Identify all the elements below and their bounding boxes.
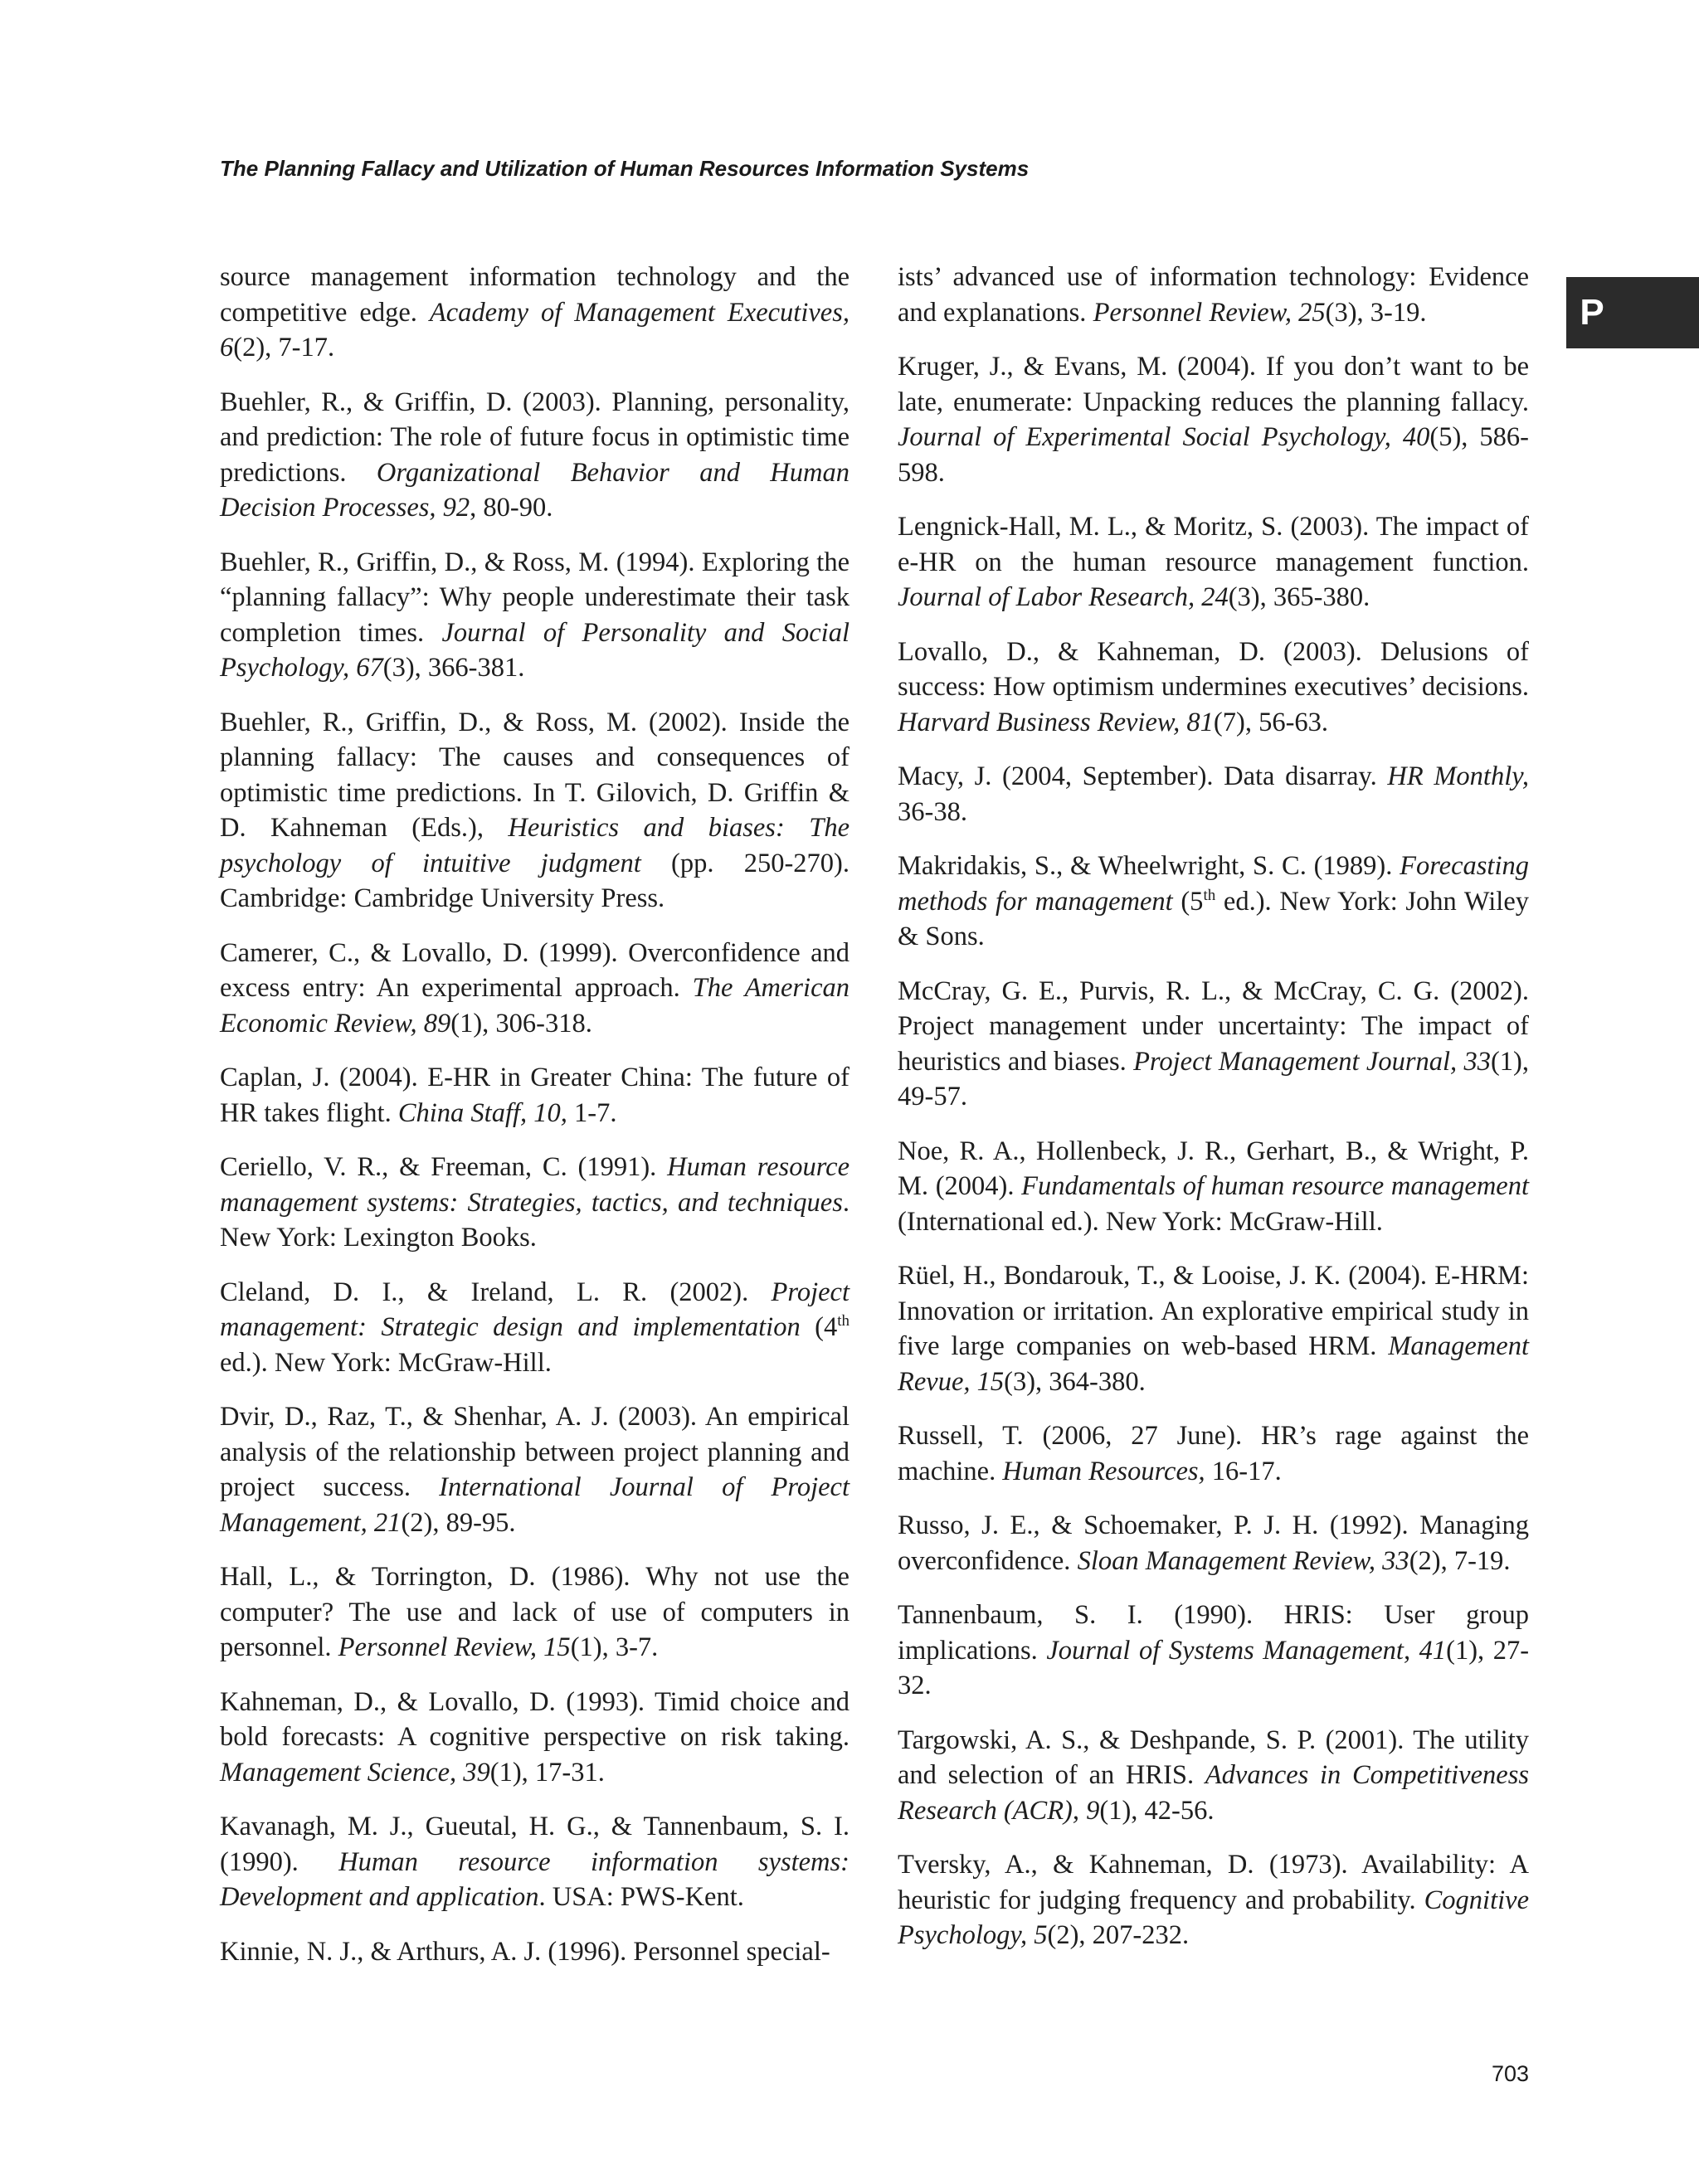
reference-entry: [898, 1134, 1529, 1240]
reference-text: Camerer, C., & Lovallo, D. (1999). Overconfidence and excess entry: An experimental approach.: [220, 937, 850, 1003]
reference-text: Makridakis, S., & Wheelwright, S. C. (1989).: [898, 851, 1400, 881]
reference-entry: [898, 1598, 1529, 1704]
reference-text: ed.). New York: John Wiley & Sons.: [898, 886, 1529, 951]
reference-text: . USA: PWS-Kent.: [538, 1882, 744, 1912]
reference-text: (3), 365-380.: [1228, 582, 1370, 612]
reference-source-italic: Project Management Journal, 33: [1133, 1046, 1491, 1077]
reference-text: (International ed.). New York: McGraw-Hill.: [898, 1206, 1383, 1237]
reference-source-italic: Journal of Experimental Social Psychology, 40: [898, 422, 1430, 452]
reference-entry: [898, 509, 1529, 615]
reference-text: (pp. 250-270). Cambridge: Cambridge University Press.: [220, 848, 850, 913]
reference-text: (3), 3-19.: [1325, 297, 1427, 328]
reference-source-italic: Management Revue, 15: [898, 1331, 1529, 1397]
reference-source-italic: Journal of Systems Management, 41: [1046, 1635, 1447, 1666]
reference-text: (5: [1172, 886, 1204, 917]
reference-entry: [898, 1723, 1529, 1829]
reference-source-italic: Forecasting methods for management: [898, 851, 1529, 917]
reference-entry: [220, 385, 850, 526]
reference-entry: [220, 705, 850, 917]
reference-source-italic: Heuristics and biases: The psychology of intuitive judgment: [220, 813, 850, 878]
reference-text: 36-38.: [898, 796, 967, 827]
reference-entry: [220, 1150, 850, 1256]
reference-entry: [220, 1399, 850, 1540]
reference-entry: [898, 1847, 1529, 1953]
reference-entry: [898, 349, 1529, 490]
reference-entry: [220, 1685, 850, 1791]
reference-entry: [898, 635, 1529, 741]
reference-text: ed.). New York: McGraw-Hill.: [220, 1347, 552, 1378]
reference-text: Kruger, J., & Evans, M. (2004). If you don’t want to be late, enumerate: Unpacking reduces the planning fallacy.: [898, 352, 1529, 417]
reference-text: Tversky, A., & Kahneman, D. (1973). Availability: A heuristic for judging frequency and probability.: [898, 1850, 1529, 1915]
reference-text: (3), 366-381.: [382, 653, 525, 683]
reference-source-italic: Cognitive Psychology, 5: [898, 1885, 1529, 1950]
reference-source-italic: International Journal of Project Management, 21: [220, 1472, 850, 1538]
reference-text: Rüel, H., Bondarouk, T., & Looise, J. K. (2004). E-HRM: Innovation or irritation. An explorative empirical study in five large companies on web-based HRM.: [898, 1261, 1529, 1361]
reference-source-italic: Human Resources,: [1002, 1456, 1205, 1486]
reference-source-italic: Organizational Behavior and Human Decision Processes, 92: [220, 457, 850, 523]
reference-text: Lovallo, D., & Kahneman, D. (2003). Delusions of success: How optimism undermines executives’ decisions.: [898, 636, 1529, 702]
thumb-tab-letter: P: [1580, 292, 1604, 333]
reference-source-italic: China Staff, 10,: [397, 1097, 567, 1128]
reference-entry: [220, 1559, 850, 1666]
reference-text: Russell, T. (2006, 27 June). HR’s rage against the machine.: [898, 1421, 1529, 1486]
reference-text: Targowski, A. S., & Deshpande, S. P. (2001). The utility and selection of an HRIS.: [898, 1724, 1529, 1790]
reference-text: Noe, R. A., Hollenbeck, J. R., Gerhart, B., & Wright, P. M. (2004).: [898, 1136, 1529, 1201]
reference-entry: [220, 545, 850, 686]
reference-source-italic: Personnel Review, 25: [1093, 297, 1326, 328]
reference-text: Kahneman, D., & Lovallo, D. (1993). Timid choice and bold forecasts: A cognitive perspective on risk taking.: [220, 1686, 850, 1752]
reference-text: (2), 89-95.: [401, 1507, 516, 1538]
reference-text: Dvir, D., Raz, T., & Shenhar, A. J. (2003). An empirical analysis of the relationship between project planning and project success.: [220, 1402, 850, 1502]
reference-source-italic: Fundamentals of human resource management: [1021, 1171, 1529, 1201]
reference-entry: [220, 1934, 850, 1970]
reference-entry: [220, 260, 850, 366]
reference-source-italic: Advances in Competitiveness Research (ACR), 9: [898, 1760, 1529, 1826]
reference-text: Lengnick-Hall, M. L., & Moritz, S. (2003). The impact of e-HR on the human resource management function.: [898, 512, 1529, 577]
reference-text: , 80-90.: [470, 493, 553, 523]
reference-entry: [220, 1809, 850, 1915]
reference-source-italic: Project management: Strategic design and implementation: [220, 1277, 850, 1342]
reference-source-italic: Sloan Management Review, 33: [1077, 1545, 1409, 1576]
reference-text: Kinnie, N. J., & Arthurs, A. J. (1996). Personnel special-: [220, 1936, 830, 1967]
reference-text: (1), 306-318.: [450, 1008, 592, 1038]
reference-entry: [220, 1275, 850, 1381]
reference-entry: [898, 849, 1529, 955]
reference-text: (2), 207-232.: [1047, 1920, 1190, 1950]
reference-entry: [898, 1418, 1529, 1489]
reference-text: source management information technology and the competitive edge.: [220, 262, 850, 328]
reference-text: (1), 42-56.: [1099, 1795, 1215, 1826]
reference-text: 1-7.: [567, 1097, 617, 1128]
reference-entry: [898, 1258, 1529, 1399]
reference-text: Hall, L., & Torrington, D. (1986). Why not use the computer? The use and lack of use of computers in personnel.: [220, 1562, 850, 1662]
reference-text: (3), 364-380.: [1004, 1366, 1146, 1397]
reference-entry: [898, 1508, 1529, 1578]
reference-source-italic: Harvard Business Review, 81: [898, 707, 1214, 737]
reference-text: Caplan, J. (2004). E-HR in Greater China: The future of HR takes flight.: [220, 1063, 850, 1128]
reference-source-italic: Management Science, 39: [220, 1757, 490, 1788]
reference-source-italic: Personnel Review, 15: [338, 1632, 571, 1662]
reference-text: Ceriello, V. R., & Freeman, C. (1991).: [220, 1152, 668, 1182]
reference-text: (1), 3-7.: [570, 1632, 659, 1662]
reference-text: Tannenbaum, S. I. (1990). HRIS: User group implications.: [898, 1600, 1529, 1666]
reference-entry: [220, 1060, 850, 1131]
ordinal-superscript: th: [1203, 886, 1216, 904]
reference-source-italic: Academy of Management Executives, 6: [220, 297, 850, 362]
reference-column-left: [220, 260, 850, 1988]
section-thumb-tab: [1566, 277, 1699, 348]
page-number: 703: [1491, 2061, 1529, 2086]
reference-text: (1), 49-57.: [898, 1046, 1529, 1111]
reference-text: McCray, G. E., Purvis, R. L., & McCray, C. G. (2002). Project management under uncertainty: The impact of heuristics and biases.: [898, 975, 1529, 1077]
ordinal-superscript: th: [837, 1312, 850, 1330]
reference-text: Russo, J. E., & Schoemaker, P. J. H. (1992). Managing overconfidence.: [898, 1510, 1529, 1576]
reference-source-italic: Journal of Personality and Social Psychology, 67: [220, 617, 850, 683]
reference-source-italic: Human resource information systems: Development and application: [220, 1846, 850, 1912]
reference-column-right: [898, 260, 1529, 1972]
reference-text: Kavanagh, M. J., Gueutal, H. G., & Tannenbaum, S. I. (1990).: [220, 1812, 850, 1877]
reference-text: Macy, J. (2004, September). Data disarray.: [898, 761, 1388, 791]
reference-source-italic: Journal of Labor Research, 24: [898, 582, 1229, 612]
reference-text: Buehler, R., Griffin, D., & Ross, M. (2002). Inside the planning fallacy: The causes and consequences of optimistic time predictions. In T. Gilovich, D. Griffin & D. Kahneman (Eds.),: [220, 707, 850, 843]
running-header: The Planning Fallacy and Utilization of Human Resources Information Systems: [220, 156, 1030, 181]
reference-source-italic: Human resource management systems: Strategies, tactics, and techniques: [220, 1152, 850, 1218]
reference-text: 16-17.: [1205, 1456, 1282, 1486]
reference-entry: [898, 759, 1529, 829]
reference-text: (2), 7-17.: [233, 333, 335, 362]
reference-text: (2), 7-19.: [1409, 1545, 1511, 1576]
reference-text: Buehler, R., & Griffin, D. (2003). Planning, personality, and prediction: The role of future focus in optimistic time predictions.: [220, 387, 850, 488]
reference-entry: [220, 936, 850, 1042]
reference-text: ists’ advanced use of information technology: Evidence and explanations.: [898, 262, 1529, 328]
reference-text: (5), 586-598.: [898, 422, 1529, 488]
reference-text: Buehler, R., Griffin, D., & Ross, M. (1994). Exploring the “planning fallacy”: Why people underestimate their task completion times.: [220, 547, 850, 648]
reference-text: (7), 56-63.: [1213, 707, 1329, 737]
reference-entry: [898, 974, 1529, 1115]
reference-text: Cleland, D. I., & Ireland, L. R. (2002).: [220, 1277, 772, 1307]
reference-source-italic: HR Monthly,: [1387, 761, 1530, 791]
reference-text: (4: [800, 1312, 838, 1342]
reference-text: . New York: Lexington Books.: [220, 1187, 850, 1253]
reference-entry: [898, 260, 1529, 330]
reference-text: (1), 27-32.: [898, 1635, 1530, 1700]
reference-source-italic: The American Economic Review, 89: [220, 973, 850, 1038]
reference-text: (1), 17-31.: [489, 1757, 605, 1788]
